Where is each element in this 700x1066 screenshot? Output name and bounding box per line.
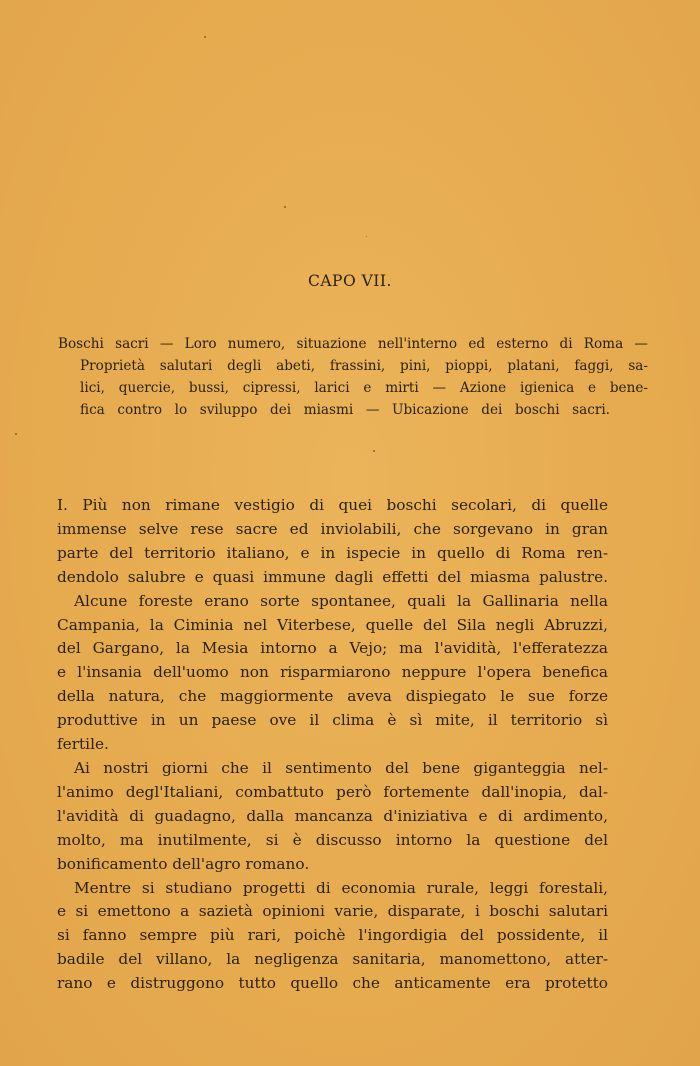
body-line: bonificamento dell'agro romano. bbox=[57, 854, 310, 873]
summary-line: Boschi sacri — Loro numero, situazione nell'interno ed esterno di Roma — bbox=[58, 336, 648, 352]
body-line: e l'insania dell'uomo non risparmiarono neppure l'opera benefica bbox=[57, 663, 608, 682]
body-line: fertile. bbox=[57, 735, 109, 754]
paper-speck bbox=[366, 236, 367, 237]
body-line: e si emettono a sazietà opinioni varie, disparate, i boschi salutari bbox=[57, 902, 608, 921]
body-line: rano e distruggono tutto quello che anticamente era protetto bbox=[57, 974, 608, 993]
body-line: si fanno sempre più rari, poichè l'ingordigia del possidente, il bbox=[57, 926, 608, 945]
body-line: badile del villano, la negligenza sanitaria, manomettono, atter- bbox=[57, 950, 608, 969]
body-line: dendolo salubre e quasi immune dagli effetti del miasma palustre. bbox=[57, 567, 608, 586]
body-line: produttive in un paese ove il clima è sì mite, il territorio sì bbox=[57, 711, 608, 730]
paper-speck bbox=[373, 450, 375, 452]
summary-line: Proprietà salutari degli abeti, frassini, pini, pioppi, platani, faggi, sa- bbox=[80, 358, 648, 374]
body-line: Ai nostri giorni che il sentimento del bene giganteggia nel- bbox=[74, 758, 608, 777]
body-line: della natura, che maggiormente aveva dispiegato le sue forze bbox=[57, 687, 608, 706]
body-line: I. Più non rimane vestigio di quei boschi secolari, di quelle bbox=[57, 496, 608, 514]
body-line: del Gargano, la Mesia intorno a Vejo; ma l'avidità, l'efferatezza bbox=[57, 639, 608, 658]
body-line: molto, ma inutilmente, si è discusso intorno la questione del bbox=[57, 830, 608, 849]
body-line: Mentre si studiano progetti di economia rurale, leggi forestali, bbox=[74, 878, 608, 897]
chapter-title: CAPO VII. bbox=[308, 272, 392, 290]
body-line: Campania, la Ciminia nel Viterbese, quelle del Sila negli Abruzzi, bbox=[57, 615, 608, 634]
summary-line: fica contro lo sviluppo dei miasmi — Ubicazione dei boschi sacri. bbox=[80, 402, 610, 418]
body-line: immense selve rese sacre ed inviolabili, che sorgevano in gran bbox=[57, 519, 608, 538]
body-text bbox=[57, 494, 608, 996]
paper-speck bbox=[204, 36, 206, 38]
body-line: Alcune foreste erano sorte spontanee, quali la Gallinaria nella bbox=[74, 591, 608, 610]
body-line: parte del territorio italiano, e in ispecie in quello di Roma ren- bbox=[57, 543, 608, 562]
paper-speck bbox=[15, 433, 17, 435]
chapter-summary bbox=[58, 333, 648, 421]
paper-speck bbox=[284, 206, 286, 208]
body-line: l'avidità di guadagno, dalla mancanza d'iniziativa e di ardimento, bbox=[57, 806, 608, 825]
summary-line: lici, quercie, bussi, cipressi, larici e mirti — Azione igienica e bene- bbox=[80, 380, 648, 396]
body-line: l'animo degl'Italiani, combattuto però fortemente dall'inopia, dal- bbox=[57, 782, 608, 801]
